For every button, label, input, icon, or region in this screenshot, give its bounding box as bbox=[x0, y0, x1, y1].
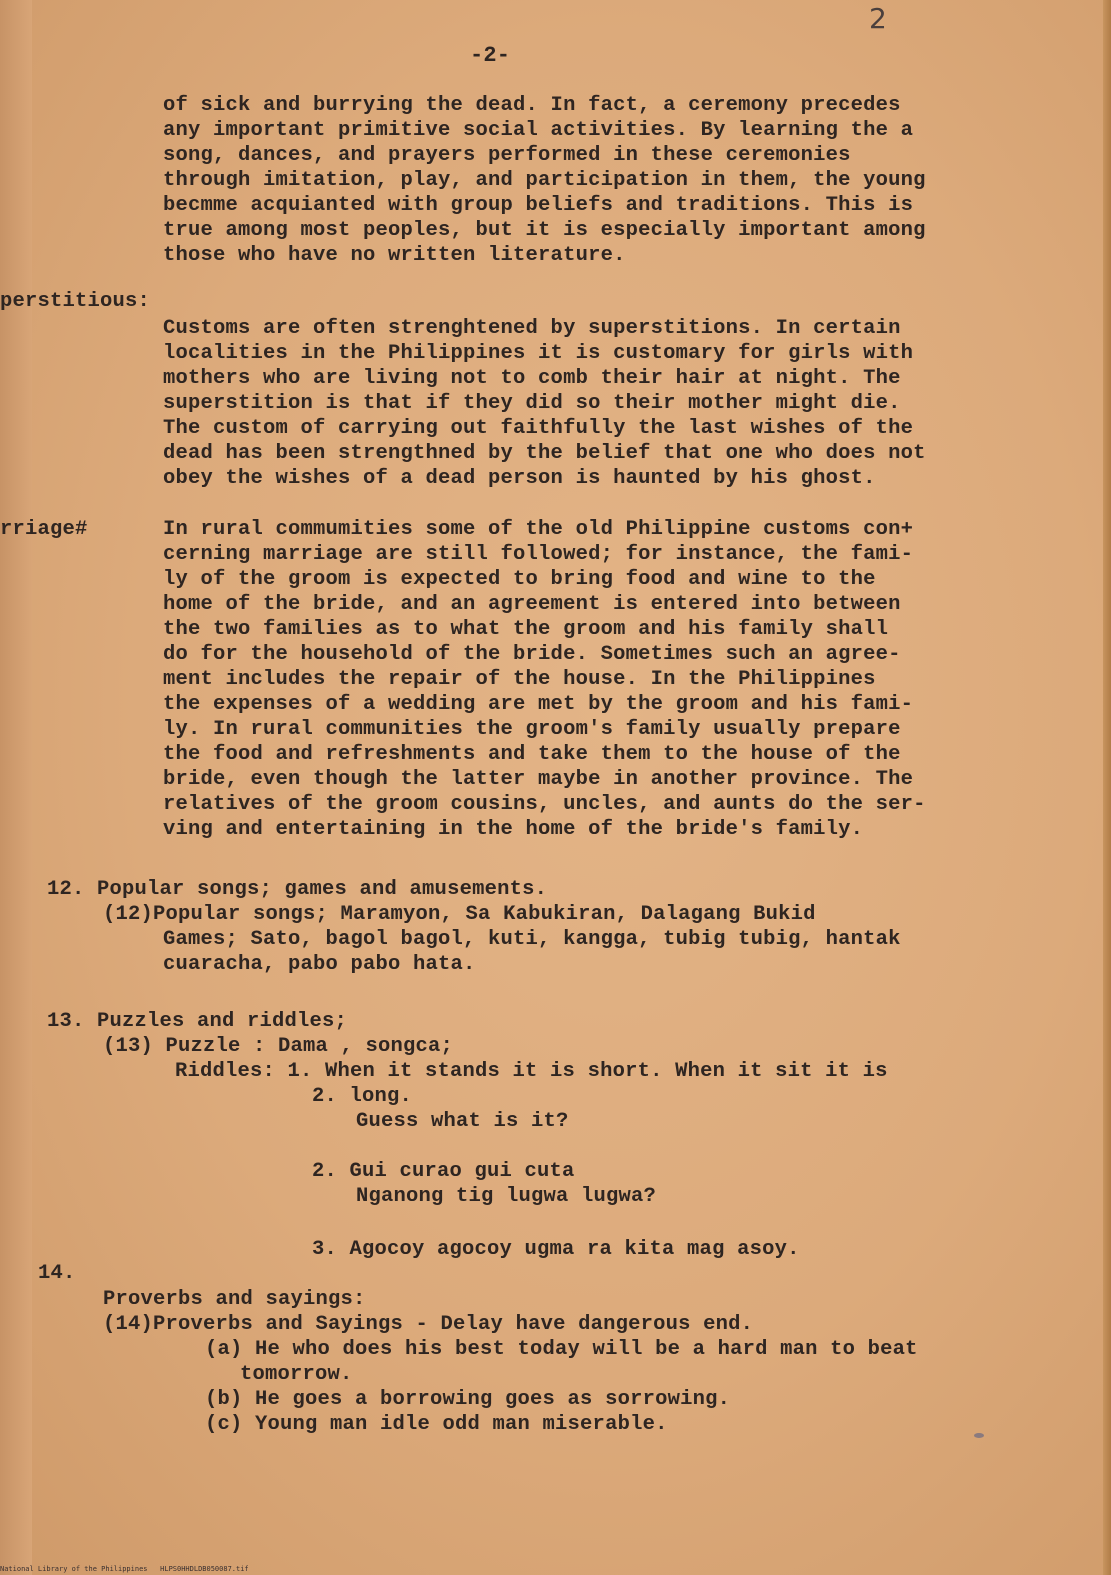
text-line: true among most peoples, but it is especially important among bbox=[163, 219, 926, 242]
text-line: the two families as to what the groom and his family shall bbox=[163, 618, 889, 641]
text-line: superstition is that if they did so their mother might die. bbox=[163, 392, 901, 415]
text-line: ment includes the repair of the house. In the Philippines bbox=[163, 668, 876, 691]
ink-smudge bbox=[974, 1433, 984, 1438]
text-line: (12)Popular songs; Maramyon, Sa Kabukiran, Dalagang Bukid bbox=[103, 903, 816, 926]
left-binding-margin bbox=[0, 0, 32, 1575]
text-line: mothers who are living not to comb their hair at night. The bbox=[163, 367, 901, 390]
section-heading: perstitious: bbox=[0, 290, 151, 313]
text-line: The custom of carrying out faithfully the last wishes of the bbox=[163, 417, 914, 440]
text-line: localities in the Philippines it is customary for girls with bbox=[163, 342, 914, 365]
section-heading: rriage# bbox=[0, 518, 88, 541]
text-line: ving and entertaining in the home of the bride's family. bbox=[163, 818, 864, 841]
text-line: Guess what is it? bbox=[356, 1110, 569, 1133]
text-line: (13) Puzzle : Dama , songca; bbox=[103, 1035, 454, 1058]
text-line: those who have no written literature. bbox=[163, 244, 626, 267]
text-line: obey the wishes of a dead person is haunted by his ghost. bbox=[163, 467, 876, 490]
text-line: tomorrow. bbox=[240, 1363, 353, 1386]
text-line: do for the household of the bride. Sometimes such an agree- bbox=[163, 643, 901, 666]
scan-footer: National Library of the Philippines HLPS0HHDLDB050087.tif bbox=[0, 1565, 249, 1573]
text-line: dead has been strengthned by the belief that one who does not bbox=[163, 442, 926, 465]
item-heading: Proverbs and sayings: bbox=[103, 1288, 366, 1311]
text-line: ly of the groom is expected to bring food and wine to the bbox=[163, 568, 876, 591]
text-line: cuaracha, pabo pabo hata. bbox=[163, 953, 476, 976]
text-line: (14)Proverbs and Sayings - Delay have dangerous end. bbox=[103, 1313, 754, 1336]
text-line: the expenses of a wedding are met by the groom and his fami- bbox=[163, 693, 914, 716]
item-heading: 12. Popular songs; games and amusements. bbox=[47, 878, 548, 901]
text-line: Customs are often strenghtened by superstitions. In certain bbox=[163, 317, 901, 340]
text-line: 2. long. bbox=[312, 1085, 413, 1108]
text-line: Nganong tig lugwa lugwa? bbox=[356, 1185, 657, 1208]
text-line: Games; Sato, bagol bagol, kuti, kangga, tubig tubig, hantak bbox=[163, 928, 901, 951]
text-line: ly. In rural communities the groom's family usually prepare bbox=[163, 718, 901, 741]
text-line: becmme acquianted with group beliefs and traditions. This is bbox=[163, 194, 914, 217]
text-line: 3. Agocoy agocoy ugma ra kita mag asoy. bbox=[312, 1238, 800, 1261]
text-line: home of the bride, and an agreement is entered into between bbox=[163, 593, 901, 616]
text-line: relatives of the groom cousins, uncles, and aunts do the ser- bbox=[163, 793, 926, 816]
item-heading: 13. Puzzles and riddles; bbox=[47, 1010, 348, 1033]
text-line: (b) He goes a borrowing goes as sorrowing. bbox=[205, 1388, 731, 1411]
text-line: song, dances, and prayers performed in these ceremonies bbox=[163, 144, 851, 167]
text-line: In rural commumities some of the old Philippine customs con+ bbox=[163, 518, 914, 541]
text-line: the food and refreshments and take them to the house of the bbox=[163, 743, 901, 766]
typed-page-number: -2- bbox=[470, 43, 511, 68]
text-line: (a) He who does his best today will be a hard man to beat bbox=[205, 1338, 918, 1361]
text-line: 2. Gui curao gui cuta bbox=[312, 1160, 575, 1183]
text-line: of sick and burrying the dead. In fact, a ceremony precedes bbox=[163, 94, 901, 117]
text-line: Riddles: 1. When it stands it is short. When it sit it is bbox=[175, 1060, 888, 1083]
text-line: bride, even though the latter maybe in another province. The bbox=[163, 768, 914, 791]
text-line: (c) Young man idle odd man miserable. bbox=[205, 1413, 668, 1436]
handwritten-page-number: 2 bbox=[869, 2, 887, 35]
text-line: cerning marriage are still followed; for instance, the fami- bbox=[163, 543, 914, 566]
text-line: through imitation, play, and participation in them, the young bbox=[163, 169, 926, 192]
text-line: any important primitive social activities. By learning the a bbox=[163, 119, 914, 142]
item-number: 14. bbox=[38, 1262, 76, 1285]
right-page-edge bbox=[1103, 0, 1111, 1575]
